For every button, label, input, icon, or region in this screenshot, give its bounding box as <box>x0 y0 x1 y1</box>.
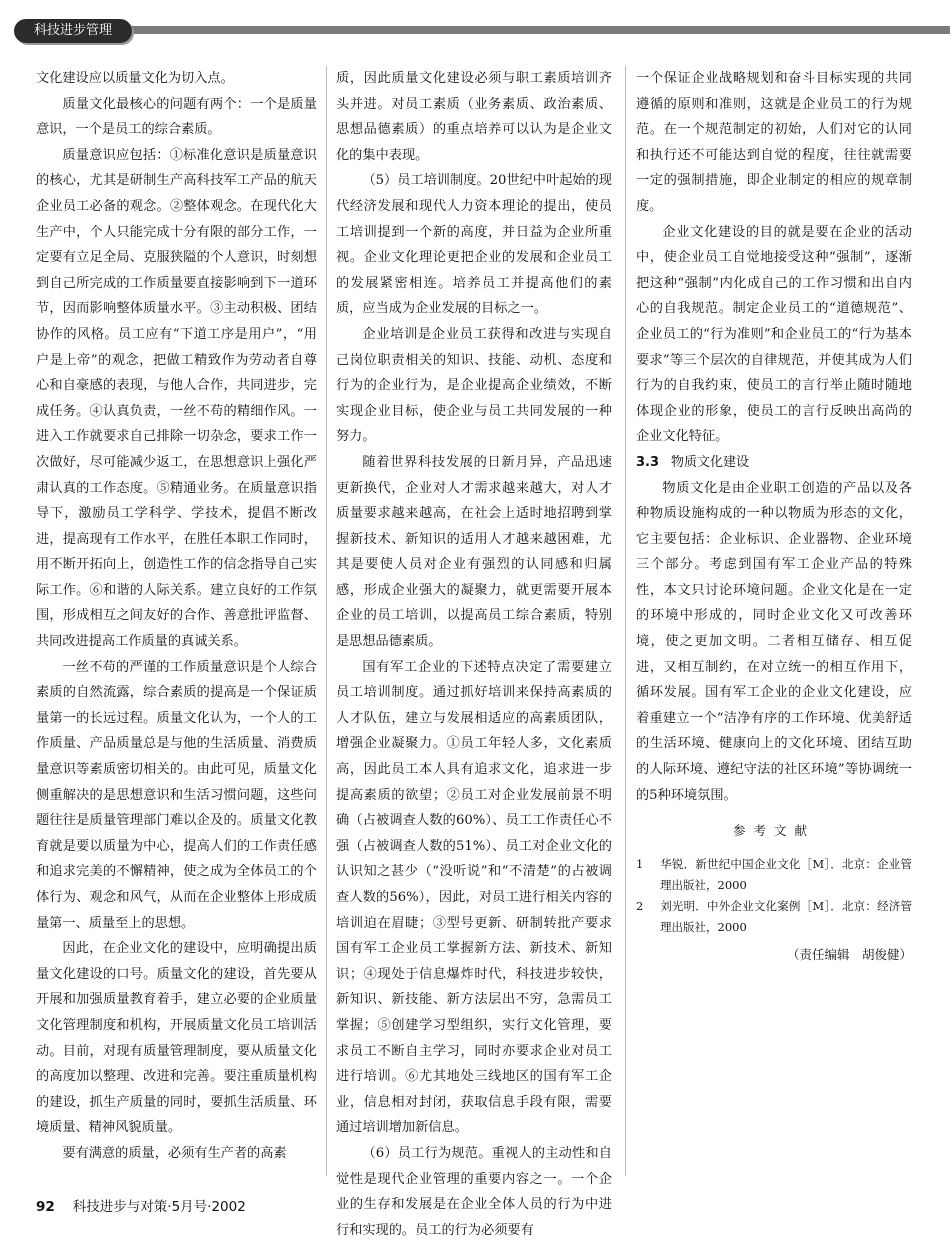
paragraph: 质量文化最核心的问题有两个：一个是质量意识，一个是员工的综合素质。 <box>36 96 317 138</box>
page-header <box>0 0 950 50</box>
paragraph: （6）员工行为规范。重视人的主动性和自觉性是现代企业管理的重要内容之一。一个企业的生存和发展是在企业全体人员的行为中进行和实现的。员工的行为必须要有 <box>336 1145 612 1238</box>
column-1 <box>36 66 317 1167</box>
page-number: 92 <box>36 1199 55 1215</box>
column-3 <box>636 66 912 967</box>
section-heading <box>636 450 912 476</box>
reference-number: 2 <box>636 898 644 913</box>
references-heading: 参考文献 <box>732 823 815 839</box>
paragraph: 质，因此质量文化建设必须与职工素质培训齐头并进。对员工素质（业务素质、政治素质、思想品德素质）的重点培养可以认为是企业文化的集中表现。 <box>336 71 612 163</box>
paragraph: 质量意识应包括：①标准化意识是质量意识的核心，尤其是研制生产高科技军工产品的航天企业员工必备的观念。②整体观念。在现代化大生产中，个人只能完成十分有限的部分工作，一定要有立足全局、克服狭隘的个人意识，时刻想到自己所完成的工作质量要直接影响到下一道环节，因而影响整体质量水平。③主动积极、团结协作的风格。员工应有“下道工序是用户”，“用户是上帝”的观念，把做工精致作为劳动者自尊心和自豪感的表现，与他人合作，共同进步，完成任务。④认真负责，一丝不苟的精细作风。一进入工作就要求自己排除一切杂念，要求工作一次做好，尽可能减少返工，在思想意识上强化严肃认真的工作态度。⑤精通业务。在质量意识指导下，激励员工学科学、学技术，提倡不断改进，提高现有工作水平，在胜任本职工作同时，用不断开拓向上，创造性工作的信念指导自己实际工作。⑥和谐的人际关系。建立良好的工作氛围，形成相互之间友好的合作、善意批评监督、共同改进提高工作质量的真诚关系。 <box>36 147 317 650</box>
paragraph: 文化建设应以质量文化为切入点。 <box>36 71 234 86</box>
reference-item <box>636 896 912 938</box>
paragraph: 随着世界科技发展的日新月异，产品迅速更新换代，企业对人才需求越来越大，对人才质量要求越来越高，在社会上适时地招聘到掌握新技术、新知识的适用人才越来越困难，尤其是要使人员对企业有强烈的认同感和归属感，形成企业强大的凝聚力，就更需要开展本企业的员工培训，以提高员工综合素质，特别是思想品德素质。 <box>336 454 612 650</box>
header-rule <box>120 26 950 34</box>
journal-info: 科技进步与对策·5月号·2002 <box>72 1199 246 1215</box>
section-badge: 科技进步管理 <box>14 19 132 43</box>
reference-text: 刘光明．中外企业文化案例［M］．北京：经济管理出版社，2000 <box>660 898 912 934</box>
paragraph: 一丝不苟的严谨的工作质量意识是个人综合素质的自然流露，综合素质的提高是一个保证质量第一的长远过程。质量文化认为，一个人的工作质量、产品质量总是与他的生活质量、消费质量意识等素质密切相关的。由此可见，质量文化侧重解决的是思想意识和生活习惯问题，这些问题往往是质量管理部门难以企及的。质量文化教育就是要以质量为中心，提高人们的工作责任感和追求完美的不懈精神，使之成为全体员工的个体行为、观念和风气，从而在企业整体上形成质量第一、质量至上的思想。 <box>36 659 317 931</box>
page-footer <box>36 1195 246 1215</box>
reference-number: 1 <box>636 856 644 871</box>
section-number: 3.3 <box>636 454 660 470</box>
paragraph: 因此，在企业文化的建设中，应明确提出质量文化建设的口号。质量文化的建设，首先要从开展和加强质量教育着手，建立必要的企业质量文化管理制度和机构，开展质量文化员工培训活动。目前，对现有质量管理制度，要从质量文化的高度加以整理、改进和完善。要注重质量机构的建设，抓生产质量的同时，要抓生活质量、环境质量、精神风貌质量。 <box>36 941 317 1136</box>
column-divider <box>625 66 626 1176</box>
reference-text: 华锐．新世纪中国企业文化［M］．北京：企业管理出版社，2000 <box>660 856 912 892</box>
paragraph: 物质文化是由企业职工创造的产品以及各种物质设施构成的一种以物质为形态的文化，它主要包括：企业标识、企业器物、企业环境三个部分。考虑到国有军工企业产品的特殊性，本文只讨论环境问题。企业文化是在一定的环境中形成的，同时企业文化又可改善环境，使之更加文明。二者相互储存、相互促进，又相互制约，在对立统一的相互作用下，循环发展。国有军工企业的企业文化建设，应着重建立一个“洁净有序的工作环境、优美舒适的生活环境、健康向上的文化环境、团结互助的人际环境、遵纪守法的社区环境”等协调统一的5种环境氛围。 <box>636 480 912 803</box>
paragraph: 要有满意的质量，必须有生产者的高素 <box>62 1145 287 1161</box>
paragraph: 一个保证企业战略规划和奋斗目标实现的共同遵循的原则和准则，这就是企业员工的行为规范。在一个规范制定的初始，人们对它的认同和执行还不可能达到自觉的程度，往往就需要一定的强制措施，即企业制定的相应的规章制度。 <box>636 71 912 214</box>
column-2 <box>336 66 612 1243</box>
reference-item <box>636 854 912 896</box>
column-divider <box>326 66 327 1176</box>
paragraph: 企业文化建设的目的就是要在企业的活动中，使企业员工自觉地接受这种“强制”，逐渐把这种“强制”内化成自己的工作习惯和出自内心的自我规范。制定企业员工的“道德规范”、企业员工的“行为准则”和企业员工的“行为基本要求”等三个层次的自律规范，并使其成为人们行为的自我约束，使员工的言行举止随时随地体现企业的形象，使员工的言行反映出高尚的企业文化特征。 <box>636 224 912 445</box>
editor-credit: （责任编辑 胡俊健） <box>786 946 912 962</box>
paragraph: （5）员工培训制度。20世纪中叶起始的现代经济发展和现代人力资本理论的提出，使员工培训提到一个新的高度，并日益为企业所重视。企业文化理论更把企业的发展和企业员工的发展紧密相连。培养员工并提高他们的素质，应当成为企业发展的目标之一。 <box>336 173 612 317</box>
paragraph: 国有军工企业的下述特点决定了需要建立员工培训制度。通过抓好培训来保持高素质的人才队伍，建立与发展相适应的高素质团队，增强企业凝聚力。①员工年轻人多，文化素质高，因此员工本人具有追求文化，追求进一步提高素质的欲望；②员工对企业发展前景不明确（占被调查人数的60%）、员工工作责任心不强（占被调查人数的51%）、员工对企业文化的认识知之甚少（“没听说”和“不清楚”的占被调查人数的56%），因此，对员工进行相关内容的培训迫在眉睫；③型号更新、研制转批产要求国有军工企业员工掌握新方法、新技术、新知识；④现处于信息爆炸时代，科技进步较快，新知识、新技能、新方法层出不穷，急需员工掌握；⑤创建学习型组织，实行文化管理，要求员工不断自主学习，同时亦要求企业对员工进行培训。⑥尤其地处三线地区的国有军工企业，信息相对封闭，获取信息手段有限，需要通过培训增加新信息。 <box>336 659 612 1136</box>
paragraph: 企业培训是企业员工获得和改进与实现自己岗位职责相关的知识、技能、动机、态度和行为的企业行为，是企业提高企业绩效，不断实现企业目标，使企业与员工共同发展的一种努力。 <box>336 326 612 445</box>
section-title: 物质文化建设 <box>671 454 750 470</box>
